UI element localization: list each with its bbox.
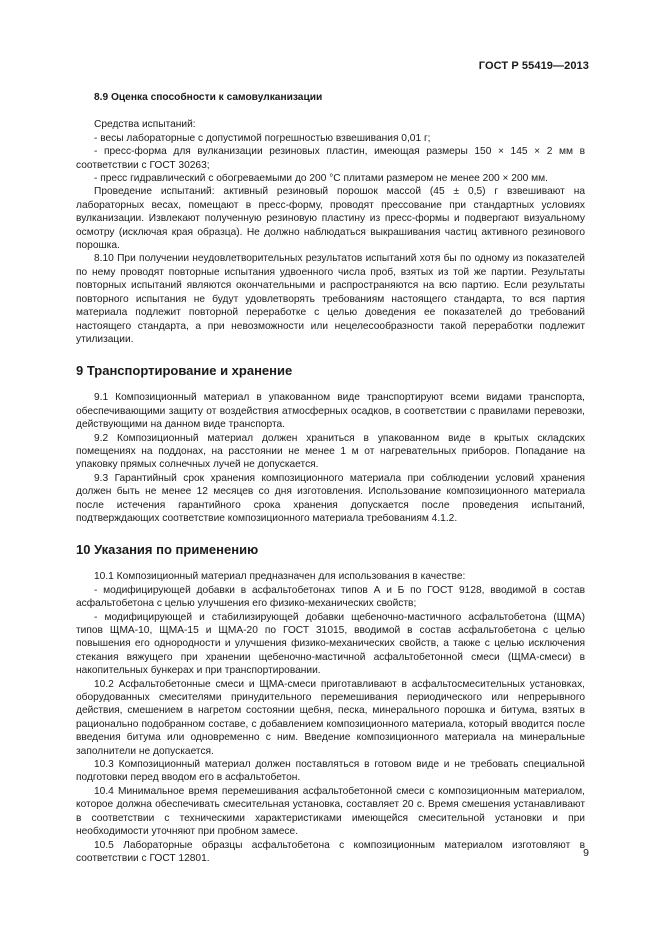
page-number: 9 xyxy=(583,847,589,859)
document-code: ГОСТ Р 55419—2013 xyxy=(478,60,589,72)
paragraph: 10.4 Минимальное время перемешивания асфальтобетонной смеси с композиционным материалом, которое должна обеспечивать смесительная установка, составляет 20 с. Время смешения устанавливают в соответствии с техническими характеристиками имеющейся смесительной установки и при необходимости уточняют при пробном замесе. xyxy=(76,785,585,838)
paragraph: - пресс гидравлический с обогреваемыми до 200 °С плитами размером не менее 200 × 200 мм. xyxy=(94,173,548,185)
paragraph: - весы лабораторные с допустимой погрешностью взвешивания 0,01 г; xyxy=(94,132,431,144)
section-10-title: 10 Указания по применению xyxy=(76,542,259,558)
paragraph: 9.3 Гарантийный срок хранения композиционного материала при соблюдении условий хранения должен быть не менее 12 месяцев со дня изготовления. Использование композиционного материала после истечения гарантийного срока хранения допускается после проведения испытаний, подтверждающих соответствие композиционного материала требованиям 4.1.2. xyxy=(76,472,585,524)
paragraph: 10.3 Композиционный материал должен поставляться в готовом виде и не требовать специальной подготовки перед вводом его в асфальтобетон. xyxy=(76,759,585,784)
paragraph: Проведение испытаний: активный резиновый порошок массой (45 ± 0,5) г взвешивают на лабораторных весах, помещают в пресс-форму, проводят прессование при стандартных условиях вулканизации. Извлекают полученную резиновую пластину из пресс-формы и подвергают визуальному осмотру (исключая края образца). Не должно наблюдаться выкрашивания частиц активного резинового порошка. xyxy=(76,186,585,252)
paragraph: 8.10 При получении неудовлетворительных результатов испытаний хотя бы по одному из показателей по нему проводят повторные испытания удвоенного числа проб, взятых из той же партии. Результаты повторных испытаний являются окончательными и распространяются на всю партию. Если результаты повторного испытания не будут удовлетворять требованиям настоящего стандарта, то вся партия материала подлежит повторной переработке с целью доведения ее показателей до требований настоящего стандарта, а при невозможности или нецелесообразности такой переработки подлежит утилизации. xyxy=(76,253,585,345)
section-9-title: 9 Транспортирование и хранение xyxy=(76,363,293,379)
paragraph: 10.5 Лабораторные образцы асфальтобетона с композиционным материалом изготовляют в соответствии с ГОСТ 12801. xyxy=(76,839,585,864)
paragraph: 10.2 Асфальтобетонные смеси и ЩМА-смеси приготавливают в асфальтосмесительных установках, оборудованных смесителями принудительного перемешивания периодического или непрерывного действия, смешением в нагретом состоянии щебня, песка, минерального порошка и битума, взятых в рационально подобранном составе, с добавлением композиционного материала, который вводится после введения битума или одновременно с ним. Введение композиционного материала на минеральные заполнители не допускается. xyxy=(76,678,585,757)
paragraph: 9.1 Композиционный материал в упакованном виде транспортируют всеми видами транспорта, обеспечивающими защиту от воздействия атмосферных осадков, в соответствии с правилами перевозки, действующими на данном виде транспорта. xyxy=(76,392,585,431)
paragraph: Средства испытаний: xyxy=(94,119,196,131)
document-body xyxy=(76,91,585,865)
paragraph: 10.1 Композиционный материал предназначен для использования в качестве: xyxy=(94,571,466,583)
paragraph: - пресс-форма для вулканизации резиновых пластин, имеющая размеры 150 × 145 × 2 мм в соответствии с ГОСТ 30263; xyxy=(76,146,585,171)
paragraph: 9.2 Композиционный материал должен храниться в упакованном виде в крытых складских помещениях на поддонах, на расстоянии не менее 1 м от нагревательных приборов. Попадание на упаковку прямых солнечных лучей не допускается. xyxy=(76,432,585,471)
section-8-9-title: 8.9 Оценка способности к самовулканизации xyxy=(94,92,323,103)
paragraph: - модифицирующей добавки в асфальтобетонах типов А и Б по ГОСТ 9128, вводимой в состав асфальтобетона с целью улучшения его физико-механических свойств; xyxy=(76,584,585,610)
paragraph: - модифицирующей и стабилизирующей добавки щебеночно-мастичного асфальтобетона (ЩМА) типов ЩМА-10, ЩМА-15 и ЩМА-20 по ГОСТ 31015, вводимой в состав асфальтобетона с целью повышения его однородности и улучшения физико-механических свойств, а также с целью исключения стекания вяжущего при хранении щебеночно-мастичной асфальтобетонной смеси (ЩМА-смеси) в накопительных бункерах и при транспортировании. xyxy=(76,611,585,677)
